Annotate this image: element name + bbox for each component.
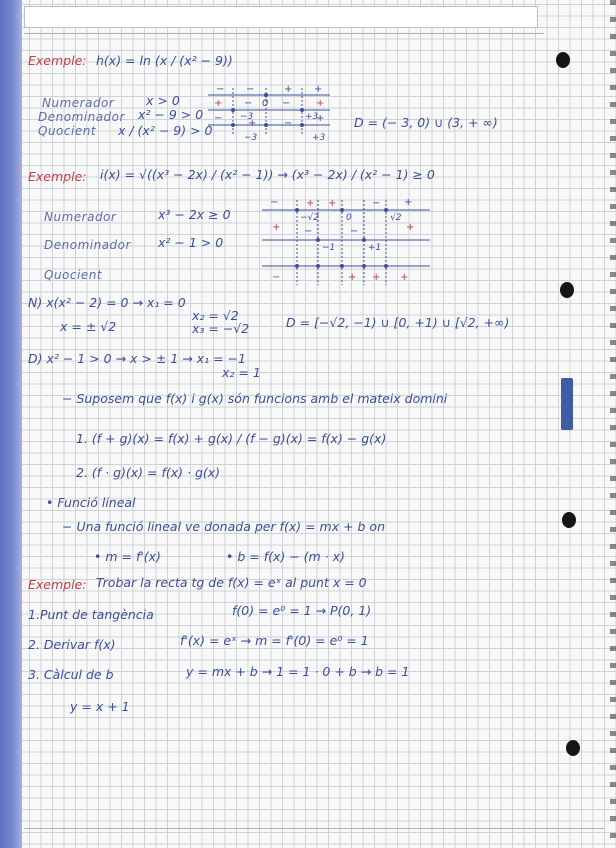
numerator-roots-pm: x = ± √2	[60, 319, 117, 334]
sign-point	[362, 264, 366, 268]
denominator-label: Denominador	[44, 238, 131, 252]
sign-cell: +	[214, 98, 223, 109]
example-1-function: h(x) = ln (x / (x² − 9))	[96, 53, 233, 68]
sign-cell: +	[306, 198, 315, 209]
numerator-label: Numerador	[42, 96, 115, 110]
sign-point	[231, 108, 235, 112]
numerator-expression: x > 0	[146, 93, 180, 108]
sign-point	[384, 208, 388, 212]
tick-label: −3	[240, 112, 254, 122]
sign-point	[316, 238, 320, 242]
sign-cell: −	[216, 84, 225, 95]
sign-cell: +	[404, 197, 413, 208]
sign-point	[384, 264, 388, 268]
step-2-label: 2. Derivar f(x)	[28, 637, 116, 652]
sign-point	[340, 264, 344, 268]
sign-cell: −	[284, 118, 293, 129]
sign-point	[300, 123, 304, 127]
operation-sum-difference: 1. (f + g)(x) = f(x) + g(x) / (f − g)(x) = f(x) − g(x)	[76, 431, 387, 446]
tick-label: +3	[305, 112, 319, 122]
sign-cell: +	[348, 272, 357, 283]
example-2-function: i(x) = √((x³ − 2x) / (x² − 1)) → (x³ − 2x) / (x² − 1) ≥ 0	[100, 167, 435, 182]
sign-point	[295, 264, 299, 268]
linear-function-title: • Funció lineal	[46, 495, 136, 510]
tick-label: −3	[244, 133, 258, 143]
numerator-label: Numerador	[44, 210, 117, 224]
operations-intro: − Suposem que f(x) i g(x) són funcions amb el mateix domini	[62, 391, 448, 406]
step-1-work: f(0) = e⁰ = 1 → P(0, 1)	[232, 603, 372, 618]
sign-point	[264, 93, 268, 97]
tick-label: −1	[322, 243, 336, 253]
sign-cell: −	[304, 226, 313, 237]
example-3-statement: Trobar la recta tg de f(x) = eˣ al punt x = 0	[96, 575, 367, 590]
denominator-roots-line: D) x² − 1 > 0 → x > ± 1 → x₁ = −1	[28, 351, 246, 366]
step-3-work: y = mx + b → 1 = 1 · 0 + b → b = 1	[186, 664, 410, 679]
tick-label: −√2	[300, 213, 320, 223]
sign-point	[295, 208, 299, 212]
sign-cell: +	[372, 272, 381, 283]
example-1-domain: D = (− 3, 0) ∪ (3, + ∞)	[354, 115, 498, 130]
tick-label: +3	[312, 133, 326, 143]
quotient-label: Quocient	[44, 268, 103, 282]
sign-cell: −	[272, 272, 281, 283]
tangent-line-result: y = x + 1	[70, 699, 130, 714]
sign-cell: +	[248, 118, 257, 129]
quotient-label: Quocient	[38, 124, 97, 138]
sign-cell: +	[284, 84, 293, 95]
quotient-expression: x / (x² − 9) > 0	[118, 123, 213, 138]
sign-cell: +	[272, 222, 281, 233]
sign-point	[264, 123, 268, 127]
sign-point	[362, 238, 366, 242]
tick-label: 0	[346, 213, 352, 223]
step-1-label: 1.Punt de tangència	[28, 607, 154, 622]
example-3-title: Exemple:	[28, 577, 87, 592]
sign-cell: −	[214, 113, 223, 124]
numerator-root-x2: x₂ = √2	[192, 308, 239, 323]
sign-cell: +	[406, 222, 415, 233]
slope-definition: • m = f'(x)	[94, 549, 161, 564]
denominator-expression: x² − 9 > 0	[138, 107, 204, 122]
sign-cell: 0	[262, 98, 269, 109]
step-2-work: f'(x) = eˣ → m = f'(0) = e⁰ = 1	[180, 633, 369, 648]
sign-cell: +	[314, 84, 323, 95]
sign-point	[340, 208, 344, 212]
numerator-roots-line: N) x(x² − 2) = 0 → x₁ = 0	[28, 295, 186, 310]
sign-cell: −	[350, 226, 359, 237]
sign-cell: +	[316, 98, 325, 109]
tick-label: +1	[368, 243, 382, 253]
example-2-title: Exemple:	[28, 169, 87, 184]
sign-cell: −	[282, 98, 291, 109]
sign-cell: +	[400, 272, 409, 283]
tick-label: √2	[390, 213, 402, 223]
step-3-label: 3. Càlcul de b	[28, 667, 114, 682]
sign-cell: −	[244, 98, 253, 109]
sign-point	[231, 123, 235, 127]
sign-cell: +	[316, 113, 325, 124]
numerator-root-x3: x₃ = −√2	[192, 321, 250, 336]
sign-cell: +	[328, 198, 337, 209]
sign-point	[300, 108, 304, 112]
sign-cell: −	[372, 198, 381, 209]
operation-product: 2. (f · g)(x) = f(x) · g(x)	[76, 465, 221, 480]
numerator-expression: x³ − 2x ≥ 0	[158, 207, 231, 222]
example-1-title: Exemple:	[28, 53, 87, 68]
intercept-definition: • b = f(x) − (m · x)	[226, 549, 345, 564]
linear-function-definition: − Una funció lineal ve donada per f(x) = mx + b on	[62, 519, 386, 534]
example-2-domain: D = [−√2, −1) ∪ [0, +1) ∪ [√2, +∞)	[286, 315, 510, 330]
sign-cell: −	[270, 197, 279, 208]
denominator-root-x2: x₂ = 1	[222, 365, 261, 380]
denominator-label: Denominador	[38, 110, 125, 124]
denominator-expression: x² − 1 > 0	[158, 235, 224, 250]
sign-point	[316, 264, 320, 268]
sign-cell: −	[246, 84, 255, 95]
